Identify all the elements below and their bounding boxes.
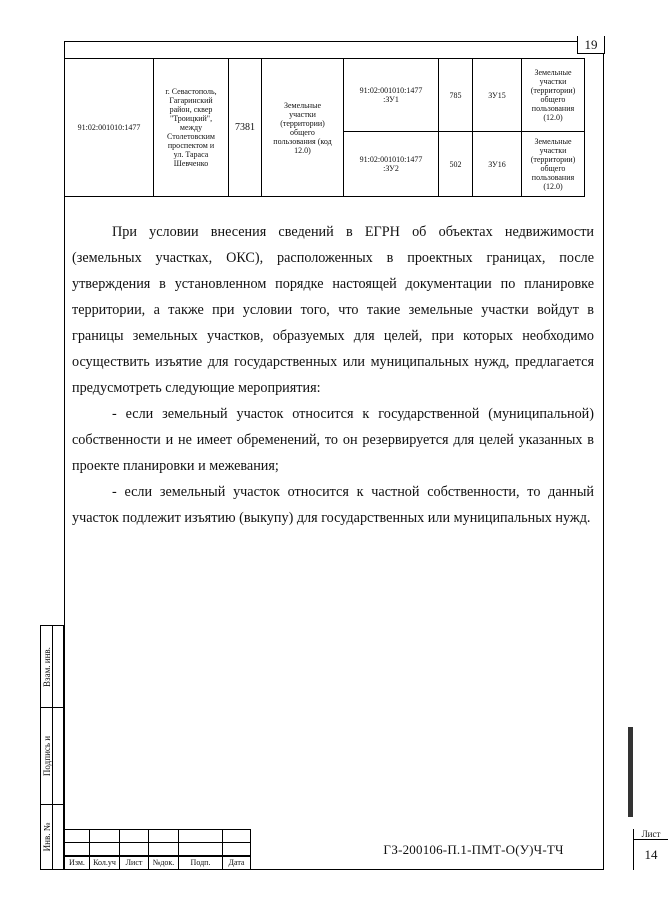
sheet-label: Лист [633,829,668,840]
cadastral-cell [64,58,154,197]
title-block [64,829,661,870]
address-line: проспектом и [167,141,215,150]
category-cell [261,58,344,197]
sub-code: ЗУ15 [472,58,522,132]
side-box-inventory [40,804,64,870]
category-line: пользования (код [273,136,332,146]
stamp-header: Подп. [178,856,223,870]
use-line: (территории) [530,155,576,164]
sub-area: 785 [438,58,473,132]
sub-id-line: :ЗУ2 [383,164,399,173]
address-line: ул. Тараса [173,150,209,159]
side-label: Подпись и [41,735,52,777]
sub-use [521,131,585,197]
parcel-table [64,58,585,197]
use-line: (12.0) [543,113,563,122]
side-label: Инв. № [41,822,52,852]
sub-parcel-id [343,58,439,132]
side-label: Взам. инв. [41,646,52,687]
use-line: Земельные [534,68,572,77]
use-line: пользования [531,104,575,113]
use-line: участки [539,77,567,86]
area-cell [228,58,262,197]
address-line: Столетовским [167,132,215,141]
stamp-header: Кол.уч [89,856,120,870]
side-box-signature [40,707,64,805]
sheet-number: 14 [633,840,668,870]
sub-code: ЗУ16 [472,131,522,197]
stamp-header: Дата [222,856,251,870]
use-line: Земельные [534,137,572,146]
use-line: участки [539,146,567,155]
sub-use [521,58,585,132]
paragraph: - если земельный участок относится к государственной (муниципальной) собственности и не имеет обременений, то он резервируется для целей указанных в проекте планировки и межевания; [72,406,594,474]
use-line: общего [540,164,566,173]
address-line: г. Севастополь, [165,87,217,96]
category-line: 12.0) [294,145,311,155]
category-line: (территории) [280,118,325,128]
address-line: Шевченко [173,159,209,168]
sub-parcel-id [343,131,439,197]
paragraph: При условии внесения сведений в ЕГРН об объектах недвижимости (земельных участках, ОКС), расположенных в проектных границах, после утверждения в установленном порядке настоящей документации по планировке территории, а также при условии того, что такие земельные участки войдут в границы земельных участков, образуемых для целей, при которых необходимо осуществить изъятие для государственных или муниципальных нужд, предлагается предусмотреть следующие мероприятия: [72,224,594,396]
address-line: "Троицкий", [169,114,213,123]
scan-artifact [628,727,633,817]
stamp-header: №док. [148,856,179,870]
sub-id-line: 91:02:001010:1477 [359,155,423,164]
total-area: 7381 [235,122,255,133]
cadastral-number: 91:02:001010:1477 [77,123,141,132]
address-line: между [179,123,203,132]
use-line: (12.0) [543,182,563,191]
side-box-replacement [40,625,64,708]
stamp-header: Лист [119,856,149,870]
use-line: общего [540,95,566,104]
address-cell [153,58,229,197]
body-text [72,219,594,531]
address-line: Гагаринский [169,96,213,105]
address-line: район, сквер [169,105,213,114]
page-number: 19 [577,36,605,54]
paragraph: - если земельный участок относится к частной собственности, то данный участок подлежит изъятию (выкупу) для государственных или муниципальных нужд. [72,484,594,526]
document-code: ГЗ-200106-П.1-ПМТ-О(У)Ч-ТЧ [383,841,564,857]
category-line: общего [290,127,315,137]
sub-id-line: 91:02:001010:1477 [359,86,423,95]
sub-id-line: :ЗУ1 [383,95,399,104]
use-line: пользования [531,173,575,182]
sub-area: 502 [438,131,473,197]
category-line: участки [289,109,316,119]
use-line: (территории) [530,86,576,95]
stamp-header: Изм. [64,856,90,870]
category-line: Земельные [283,100,321,110]
